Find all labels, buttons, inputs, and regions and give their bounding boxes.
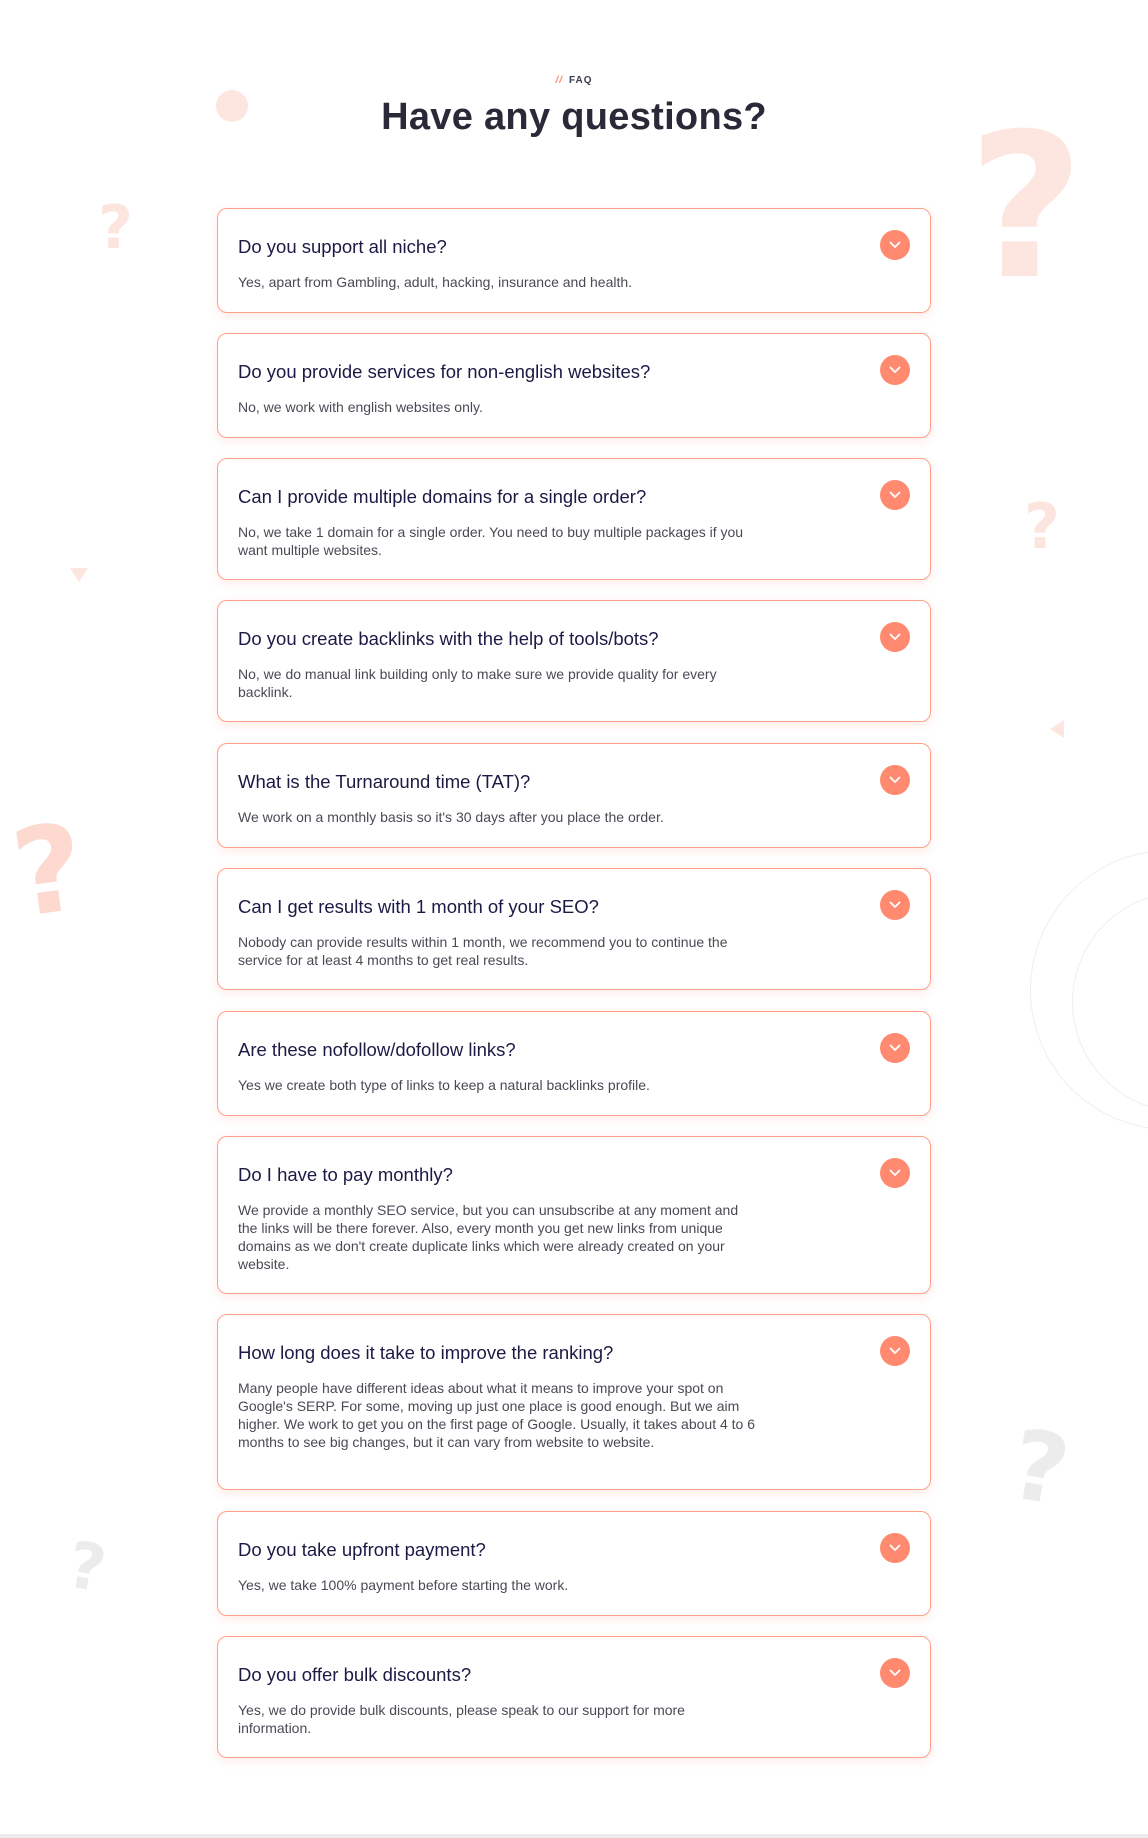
- decorative-question-mark-icon: ?: [61, 1528, 112, 1608]
- faq-answer: Yes, we take 100% payment before starting the work.: [238, 1577, 569, 1594]
- faq-toggle-button[interactable]: [880, 1158, 910, 1188]
- chevron-down-icon: [889, 901, 901, 909]
- faq-question[interactable]: Do I have to pay monthly?: [238, 1164, 453, 1185]
- faq-answer: No, we do manual link building only to make sure we provide quality for every backlink.: [238, 666, 717, 701]
- faq-answer: Yes we create both type of links to keep a natural backlinks profile.: [238, 1077, 650, 1094]
- faq-answer: Nobody can provide results within 1 month, we recommend you to continue the service for at least 4 months to get real results.: [238, 934, 728, 969]
- faq-question[interactable]: Do you support all niche?: [238, 236, 447, 257]
- decorative-question-mark-icon: ?: [1024, 490, 1060, 563]
- faq-answer: Many people have different ideas about what it means to improve your spot on Google's SERP. For some, moving up just one place is good enough. But we aim higher. We work to get you on the first page of Google. Usually, it takes about 4 to 6 months to see big changes, but it can vary from website to website.: [238, 1380, 756, 1451]
- faq-toggle-button[interactable]: [880, 765, 910, 795]
- section-tag: [0, 75, 1148, 86]
- chevron-down-icon: [889, 1169, 901, 1177]
- faq-answer: No, we take 1 domain for a single order. You need to buy multiple packages if you want multiple websites.: [238, 524, 744, 559]
- faq-toggle-button[interactable]: [880, 480, 910, 510]
- faq-toggle-button[interactable]: [880, 1336, 910, 1366]
- faq-answer: Yes, apart from Gambling, adult, hacking, insurance and health.: [238, 274, 633, 291]
- decorative-triangle: [1050, 720, 1064, 738]
- faq-item[interactable]: [217, 1636, 931, 1758]
- faq-answer: We provide a monthly SEO service, but you can unsubscribe at any moment and the links will be there forever. Also, every month you get new links from unique domains as we don't create duplicate links which were already created on your website.: [238, 1202, 739, 1273]
- section-tag-label: FAQ: [569, 75, 593, 86]
- faq-answer: No, we work with english websites only.: [238, 399, 483, 416]
- faq-toggle-button[interactable]: [880, 622, 910, 652]
- chevron-down-icon: [889, 491, 901, 499]
- faq-item[interactable]: [217, 208, 931, 313]
- faq-question[interactable]: Do you take upfront payment?: [238, 1539, 486, 1560]
- decorative-question-mark-icon: ?: [4, 797, 93, 946]
- faq-item[interactable]: [217, 743, 931, 848]
- faq-item[interactable]: [217, 600, 931, 722]
- chevron-down-icon: [889, 1544, 901, 1552]
- faq-toggle-button[interactable]: [880, 1033, 910, 1063]
- faq-toggle-button[interactable]: [880, 230, 910, 260]
- faq-question[interactable]: Can I get results with 1 month of your SEO?: [238, 896, 599, 917]
- faq-question[interactable]: Can I provide multiple domains for a single order?: [238, 486, 647, 507]
- chevron-down-icon: [889, 1669, 901, 1677]
- decorative-triangle: [70, 568, 88, 582]
- chevron-down-icon: [889, 241, 901, 249]
- faq-toggle-button[interactable]: [880, 1533, 910, 1563]
- faq-item[interactable]: [217, 868, 931, 990]
- section-tag-slashes: //: [555, 75, 563, 86]
- page-title: Have any questions?: [381, 96, 767, 138]
- faq-item[interactable]: [217, 458, 931, 580]
- chevron-down-icon: [889, 366, 901, 374]
- decorative-question-mark-icon: ?: [1002, 1408, 1077, 1528]
- chevron-down-icon: [889, 1044, 901, 1052]
- faq-answer: Yes, we do provide bulk discounts, please speak to our support for more information.: [238, 1702, 685, 1737]
- decorative-question-mark-icon: ?: [968, 91, 1085, 324]
- faq-question[interactable]: Do you provide services for non-english websites?: [238, 361, 651, 382]
- faq-question[interactable]: Do you offer bulk discounts?: [238, 1664, 472, 1685]
- faq-question[interactable]: Do you create backlinks with the help of tools/bots?: [238, 628, 659, 649]
- page-bottom-border: [0, 1834, 1148, 1838]
- faq-question[interactable]: How long does it take to improve the ranking?: [238, 1342, 614, 1363]
- chevron-down-icon: [889, 776, 901, 784]
- faq-item[interactable]: [217, 1136, 931, 1294]
- faq-toggle-button[interactable]: [880, 890, 910, 920]
- faq-toggle-button[interactable]: [880, 355, 910, 385]
- faq-item[interactable]: [217, 1511, 931, 1616]
- faq-item[interactable]: [217, 1314, 931, 1490]
- chevron-down-icon: [889, 633, 901, 641]
- faq-item[interactable]: [217, 333, 931, 438]
- faq-question[interactable]: Are these nofollow/dofollow links?: [238, 1039, 516, 1060]
- chevron-down-icon: [889, 1347, 901, 1355]
- faq-question[interactable]: What is the Turnaround time (TAT)?: [238, 771, 531, 792]
- faq-answer: We work on a monthly basis so it's 30 days after you place the order.: [238, 809, 664, 826]
- faq-toggle-button[interactable]: [880, 1658, 910, 1688]
- decorative-question-mark-icon: ?: [98, 193, 133, 263]
- faq-item[interactable]: [217, 1011, 931, 1116]
